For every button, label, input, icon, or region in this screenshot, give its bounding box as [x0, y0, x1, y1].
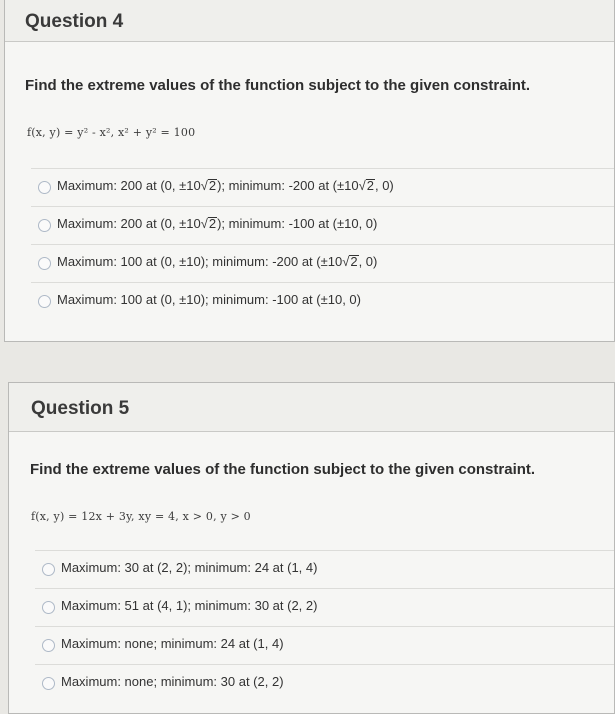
radio-button[interactable] — [42, 677, 55, 690]
answer-option[interactable] — [35, 588, 614, 626]
question-header — [5, 0, 614, 42]
function-constraint: f(x, y) = 12x + 3y, xy = 4, x > 0, y > 0 — [31, 510, 251, 523]
question-title: Question 4 — [25, 11, 124, 32]
question-4-card — [4, 0, 615, 342]
radio-button[interactable] — [42, 639, 55, 652]
answer-text: Maximum: 30 at (2, 2); minimum: 24 at (1, 4) — [61, 560, 318, 575]
answer-text: Maximum: 200 at (0, ±10√2); minimum: -200 at (±10√2, 0) — [57, 178, 394, 193]
radio-button[interactable] — [38, 219, 51, 232]
answer-option[interactable] — [31, 282, 614, 320]
radio-button[interactable] — [38, 181, 51, 194]
answer-option[interactable] — [31, 244, 614, 282]
question-prompt: Find the extreme values of the function subject to the given constraint. — [25, 77, 531, 94]
answer-option[interactable] — [31, 168, 614, 206]
question-title: Question 5 — [31, 398, 130, 419]
function-constraint: f(x, y) = y² - x², x² + y² = 100 — [27, 126, 196, 139]
radio-button[interactable] — [42, 563, 55, 576]
answer-text: Maximum: 51 at (4, 1); minimum: 30 at (2, 2) — [61, 598, 318, 613]
radio-button[interactable] — [38, 257, 51, 270]
answer-text: Maximum: 200 at (0, ±10√2); minimum: -100 at (±10, 0) — [57, 216, 378, 231]
answer-text: Maximum: 100 at (0, ±10); minimum: -100 at (±10, 0) — [57, 292, 361, 307]
answer-option[interactable] — [35, 664, 614, 702]
answer-option[interactable] — [31, 206, 614, 244]
question-header — [9, 383, 614, 432]
answer-option[interactable] — [35, 626, 614, 664]
answer-option[interactable] — [35, 550, 614, 588]
radio-button[interactable] — [38, 295, 51, 308]
answer-text: Maximum: none; minimum: 24 at (1, 4) — [61, 636, 284, 651]
answer-text: Maximum: 100 at (0, ±10); minimum: -200 at (±10√2, 0) — [57, 254, 378, 269]
question-prompt: Find the extreme values of the function subject to the given constraint. — [30, 461, 536, 478]
radio-button[interactable] — [42, 601, 55, 614]
question-5-card — [8, 382, 615, 714]
answer-text: Maximum: none; minimum: 30 at (2, 2) — [61, 674, 284, 689]
